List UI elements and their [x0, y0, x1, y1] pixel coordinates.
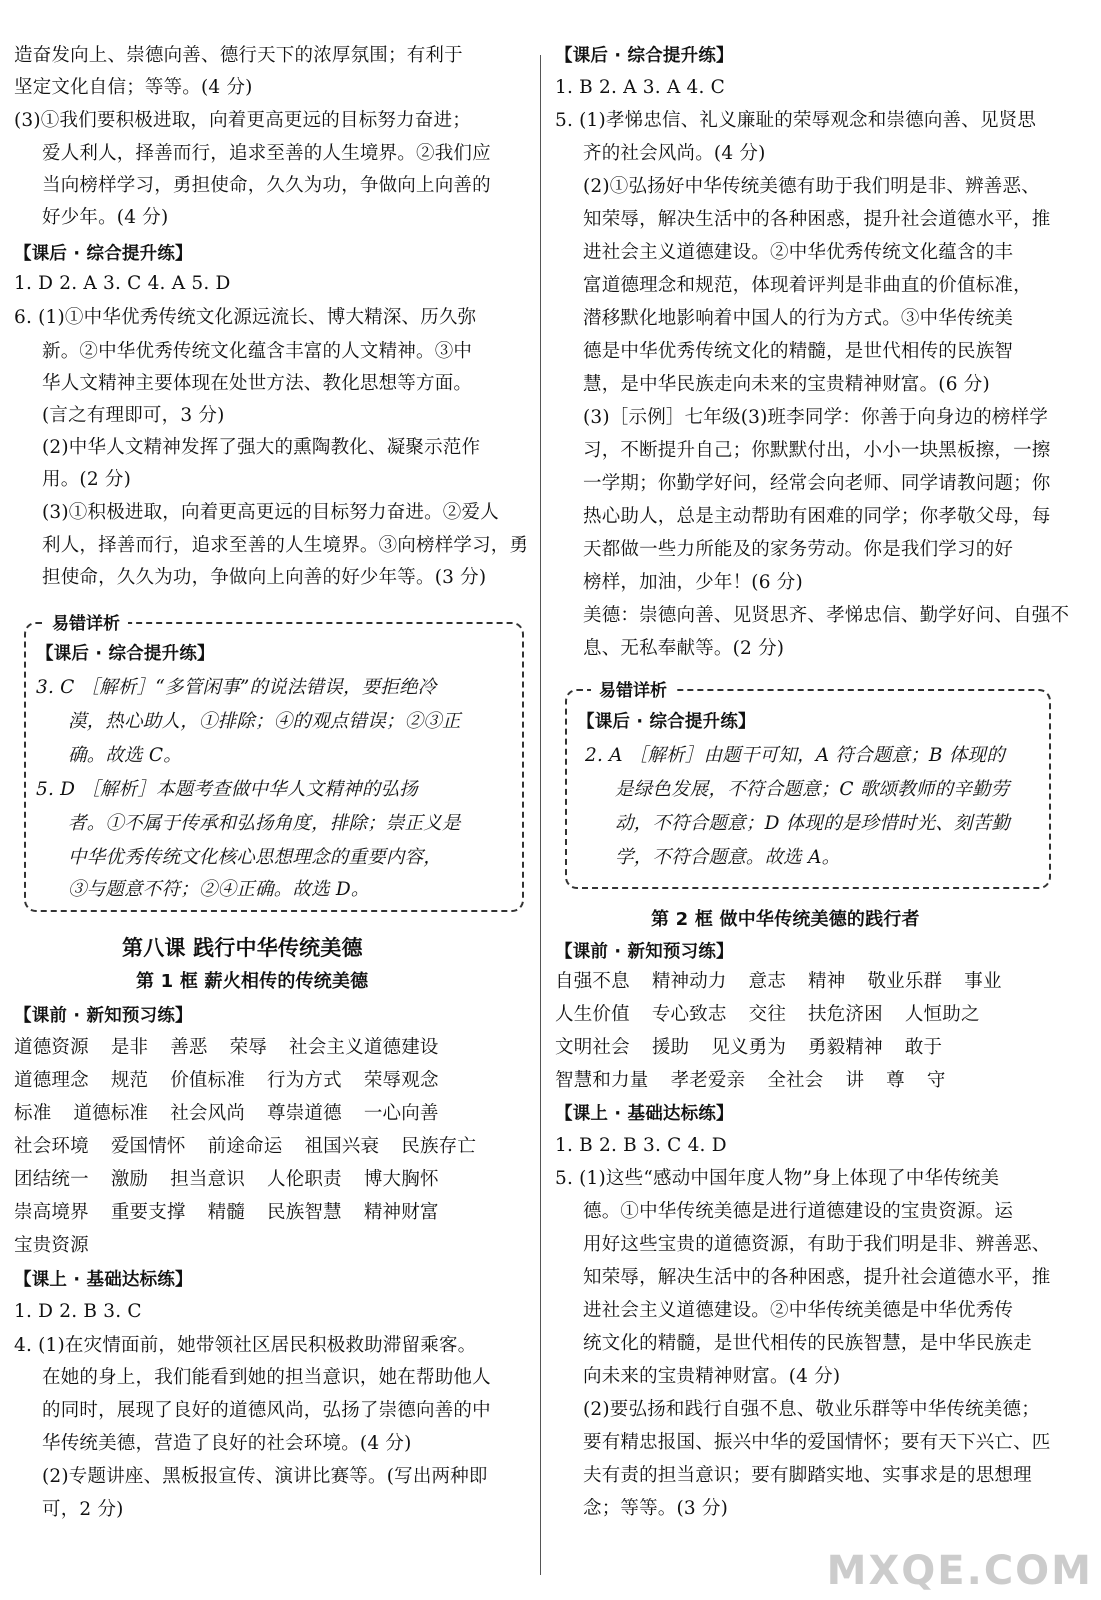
- term: 重要支撑: [110, 1202, 186, 1223]
- box-label: 易错详析: [591, 676, 675, 701]
- term: 援助: [651, 1037, 690, 1058]
- box-label: 易错详析: [44, 609, 128, 634]
- box-line: 是绿色发展，不符合题意；C 歌颂教师的辛勤劳: [615, 779, 1010, 800]
- term: 标准: [14, 1103, 52, 1124]
- answer-line: 念；等等。(3 分): [583, 1498, 729, 1519]
- terms-row: [14, 1098, 461, 1130]
- answer-line: 热心助人，总是主动帮助有困难的同学；你孝敬父母，每: [583, 506, 1051, 527]
- answer-line: 在她的身上，我们能看到她的担当意识，她在帮助他人: [42, 1367, 491, 1388]
- term: 精髓: [207, 1202, 246, 1223]
- section-header: 【课后 · 综合提升练】: [14, 244, 193, 264]
- term: 守: [926, 1070, 946, 1091]
- term: 民族智慧: [267, 1202, 342, 1223]
- term: 善恶: [170, 1037, 208, 1058]
- term: 博大胸怀: [363, 1169, 439, 1190]
- box-line: 5. D ［解析］本题考查做中华人文精神的弘扬: [36, 779, 418, 800]
- term: 敬业乐群: [867, 971, 943, 992]
- answer-line: 德是中华优秀传统文化的精髓，是世代相传的民族智: [583, 341, 1014, 362]
- column-divider: [540, 55, 541, 1575]
- answer-line: (2)中华人文精神发挥了强大的熏陶教化、凝聚示范作: [42, 437, 481, 458]
- text-line: 好少年。(4 分): [42, 207, 169, 228]
- terms-row: [14, 1197, 461, 1229]
- answer-line: 1. D 2. A 3. C 4. A 5. D: [14, 273, 231, 294]
- term: 意志: [748, 971, 787, 992]
- answer-line: 向未来的宝贵精神财富。(4 分): [583, 1366, 841, 1387]
- answer-line: 利人，择善而行，追求至善的人生境界。③向榜样学习，勇: [42, 535, 529, 556]
- section-header: 【课后 · 综合提升练】: [555, 46, 734, 66]
- answer-line: 新。②中华优秀传统文化蕴含丰富的人文精神。③中: [42, 341, 473, 362]
- term: 社会风尚: [170, 1103, 246, 1124]
- term: 事业: [964, 971, 1002, 992]
- text-line: (3)①我们要积极进取，向着更高更远的目标努力奋进；: [14, 110, 471, 131]
- answer-line: 1. D 2. B 3. C: [14, 1301, 142, 1322]
- answer-line: 息、无私奉献等。(2 分): [583, 638, 785, 659]
- answer-line: 4. (1)在灾情面前，她带领社区居民积极救助滞留乘客。: [14, 1335, 477, 1356]
- box-line: ③与题意不符；②④正确。故选 D。: [68, 879, 370, 900]
- term: 规范: [110, 1070, 149, 1091]
- terms-row: [555, 1065, 968, 1097]
- terms-row: [14, 1131, 498, 1163]
- term: 精神财富: [363, 1202, 439, 1223]
- term: 交往: [748, 1004, 787, 1025]
- term: 社会主义道德建设: [289, 1037, 439, 1058]
- box-line: 3. C ［解析］“多管闲事”的说法错误，要拒绝冷: [36, 677, 437, 698]
- answer-line: 可，2 分): [42, 1499, 124, 1520]
- term: 民族存亡: [401, 1136, 477, 1157]
- term: 讲: [845, 1070, 865, 1091]
- terms-row: [14, 1032, 461, 1064]
- term: 人伦职责: [267, 1169, 342, 1190]
- term: 社会环境: [14, 1136, 89, 1157]
- term: 宝贵资源: [14, 1235, 89, 1256]
- answer-line: 用好这些宝贵的道德资源，有助于我们明是非、辨善恶、: [583, 1234, 1051, 1255]
- term: 扶危济困: [808, 1004, 883, 1025]
- frame-title: 第 2 框 做中华传统美德的践行者: [651, 909, 920, 930]
- answer-line: 德。①中华传统美德是进行道德建设的宝贵资源。运: [583, 1201, 1014, 1222]
- term: 专心致志: [651, 1004, 727, 1025]
- term: 见义勇为: [711, 1037, 787, 1058]
- answer-line: 担使命，久久为功，争做向上向善的好少年等。(3 分): [42, 567, 487, 588]
- terms-row: [555, 966, 1024, 998]
- text-line: 当向榜样学习，勇担使命，久久为功，争做向上向善的: [42, 175, 491, 196]
- answer-line: 知荣辱，解决生活中的各种困惑，提升社会道德水平，推: [583, 1267, 1051, 1288]
- answer-line: 6. (1)①中华优秀传统文化源远流长、博大精深、历久弥: [14, 307, 477, 328]
- terms-row: [14, 1065, 461, 1097]
- answer-line: 慧，是中华民族走向未来的宝贵精神财富。(6 分): [583, 374, 990, 395]
- answer-line: 用。(2 分): [42, 469, 131, 490]
- box-line: 者。①不属于传承和弘扬角度，排除；崇正义是: [68, 813, 461, 834]
- answer-line: 要有精忠报国、振兴中华的爱国情怀；要有天下兴亡、匹: [583, 1432, 1051, 1453]
- term: 团结统一: [14, 1169, 89, 1190]
- term: 是非: [110, 1037, 149, 1058]
- term: 尊崇道德: [267, 1103, 342, 1124]
- term: 祖国兴衰: [304, 1136, 380, 1157]
- box-line: 确。故选 C。: [68, 745, 182, 766]
- answer-line: 齐的社会风尚。(4 分): [583, 143, 766, 164]
- box-line: 中华优秀传统文化核心思想理念的重要内容，: [68, 847, 443, 868]
- answer-line: 5. (1)这些“感动中国年度人物”身上体现了中华传统美: [555, 1168, 1000, 1189]
- term: 荣辱: [229, 1037, 268, 1058]
- term: 孝老爱亲: [670, 1070, 746, 1091]
- term: 崇高境界: [14, 1202, 89, 1223]
- term: 道德理念: [14, 1070, 89, 1091]
- term: 智慧和力量: [555, 1070, 649, 1091]
- answer-line: 华传统美德，营造了良好的社会环境。(4 分): [42, 1433, 412, 1454]
- answer-line: 统文化的精髓，是世代相传的民族智慧，是中华民族走: [583, 1333, 1032, 1354]
- answer-line: 1. B 2. A 3. A 4. C: [555, 77, 726, 98]
- term: 人恒助之: [904, 1004, 980, 1025]
- box-line: 学，不符合题意。故选 A。: [615, 847, 841, 868]
- term: 自强不息: [555, 971, 630, 992]
- lesson-title: 第八课 践行中华传统美德: [122, 936, 363, 960]
- answer-line: 华人文精神主要体现在处世方法、教化思想等方面。: [42, 373, 473, 394]
- terms-row: [555, 1032, 964, 1064]
- answer-line: (3)①积极进取，向着更高更远的目标努力奋进。②爱人: [42, 502, 499, 523]
- term: 精神: [808, 971, 846, 992]
- term: 人生价值: [555, 1004, 630, 1025]
- text-line: 坚定文化自信；等等。(4 分): [14, 77, 253, 98]
- box-header: 【课后 · 综合提升练】: [36, 644, 215, 664]
- term: 勇毅精神: [808, 1037, 883, 1058]
- answer-line: 夫有责的担当意识；要有脚踏实地、实事求是的思想理: [583, 1465, 1032, 1486]
- section-header: 【课前 · 新知预习练】: [555, 942, 734, 962]
- term: 行为方式: [267, 1070, 342, 1091]
- section-header: 【课前 · 新知预习练】: [14, 1006, 193, 1026]
- answer-line: 1. B 2. B 3. C 4. D: [555, 1135, 727, 1156]
- answer-line: 5. (1)孝悌忠信、礼义廉耻的荣辱观念和崇德向善、见贤思: [555, 110, 1037, 131]
- term: 文明社会: [555, 1037, 630, 1058]
- terms-row: [14, 1164, 461, 1196]
- answer-line: 富道德理念和规范，体现着评判是非曲直的价值标准，: [583, 275, 1032, 296]
- terms-row: [555, 999, 1002, 1031]
- term: 尊: [886, 1070, 905, 1091]
- term: 激励: [110, 1169, 149, 1190]
- answer-line: 美德：崇德向善、见贤思齐、孝悌忠信、勤学好问、自强不: [583, 605, 1070, 626]
- text-line: 爱人利人，择善而行，追求至善的人生境界。②我们应: [42, 143, 491, 164]
- answer-line: (2)专题讲座、黑板报宣传、演讲比赛等。(写出两种即: [42, 1466, 488, 1487]
- term: 荣辱观念: [363, 1070, 439, 1091]
- term: 全社会: [767, 1070, 824, 1091]
- box-line: 漠，热心助人，①排除；④的观点错误；②③正: [68, 711, 461, 732]
- section-header: 【课上 · 基础达标练】: [555, 1104, 734, 1124]
- answer-line: (2)要弘扬和践行自强不息、敬业乐群等中华传统美德；: [583, 1399, 1040, 1420]
- answer-line: 知荣辱，解决生活中的各种困惑，提升社会道德水平，推: [583, 209, 1051, 230]
- text-line: 造奋发向上、崇德向善、德行天下的浓厚氛围；有利于: [14, 45, 463, 66]
- term: 一心向善: [363, 1103, 439, 1124]
- answer-line: 进社会主义道德建设。②中华优秀传统文化蕴含的丰: [583, 242, 1014, 263]
- box-header: 【课后 · 综合提升练】: [577, 712, 756, 732]
- answer-line: 天都做一些力所能及的家务劳动。你是我们学习的好: [583, 539, 1014, 560]
- answer-line: 潜移默化地影响着中国人的行为方式。③中华传统美: [583, 308, 1014, 329]
- term: 价值标准: [170, 1070, 246, 1091]
- term: 担当意识: [170, 1169, 246, 1190]
- section-header: 【课上 · 基础达标练】: [14, 1270, 193, 1290]
- term: 爱国情怀: [110, 1136, 186, 1157]
- term: 前途命运: [207, 1136, 283, 1157]
- term: 精神动力: [651, 971, 727, 992]
- answer-line: 榜样，加油，少年！(6 分): [583, 572, 803, 593]
- answer-line: (3)［示例］七年级(3)班李同学：你善于向身边的榜样学: [583, 407, 1049, 428]
- term: 道德资源: [14, 1037, 89, 1058]
- answer-line: 习，不断提升自己；你默默付出，小小一块黑板擦，一擦: [583, 440, 1051, 461]
- watermark: MXQE.COM: [826, 1548, 1093, 1594]
- frame-title: 第 1 框 薪火相传的传统美德: [136, 971, 369, 992]
- term: 敢于: [904, 1037, 943, 1058]
- term: 道德标准: [73, 1103, 149, 1124]
- answer-line: (言之有理即可，3 分): [42, 405, 225, 426]
- answer-line: 一学期；你勤学好问，经常会向老师、同学请教问题；你: [583, 473, 1051, 494]
- answer-line: 的同时，展现了良好的道德风尚，弘扬了崇德向善的中: [42, 1400, 491, 1421]
- terms-row: [14, 1230, 111, 1262]
- box-line: 动，不符合题意；D 体现的是珍惜时光、刻苦勤: [615, 813, 1011, 834]
- answer-line: (2)①弘扬好中华传统美德有助于我们明是非、辨善恶、: [583, 176, 1040, 197]
- box-line: 2. A ［解析］由题干可知，A 符合题意；B 体现的: [585, 745, 1005, 766]
- answer-line: 进社会主义道德建设。②中华传统美德是中华优秀传: [583, 1300, 1014, 1321]
